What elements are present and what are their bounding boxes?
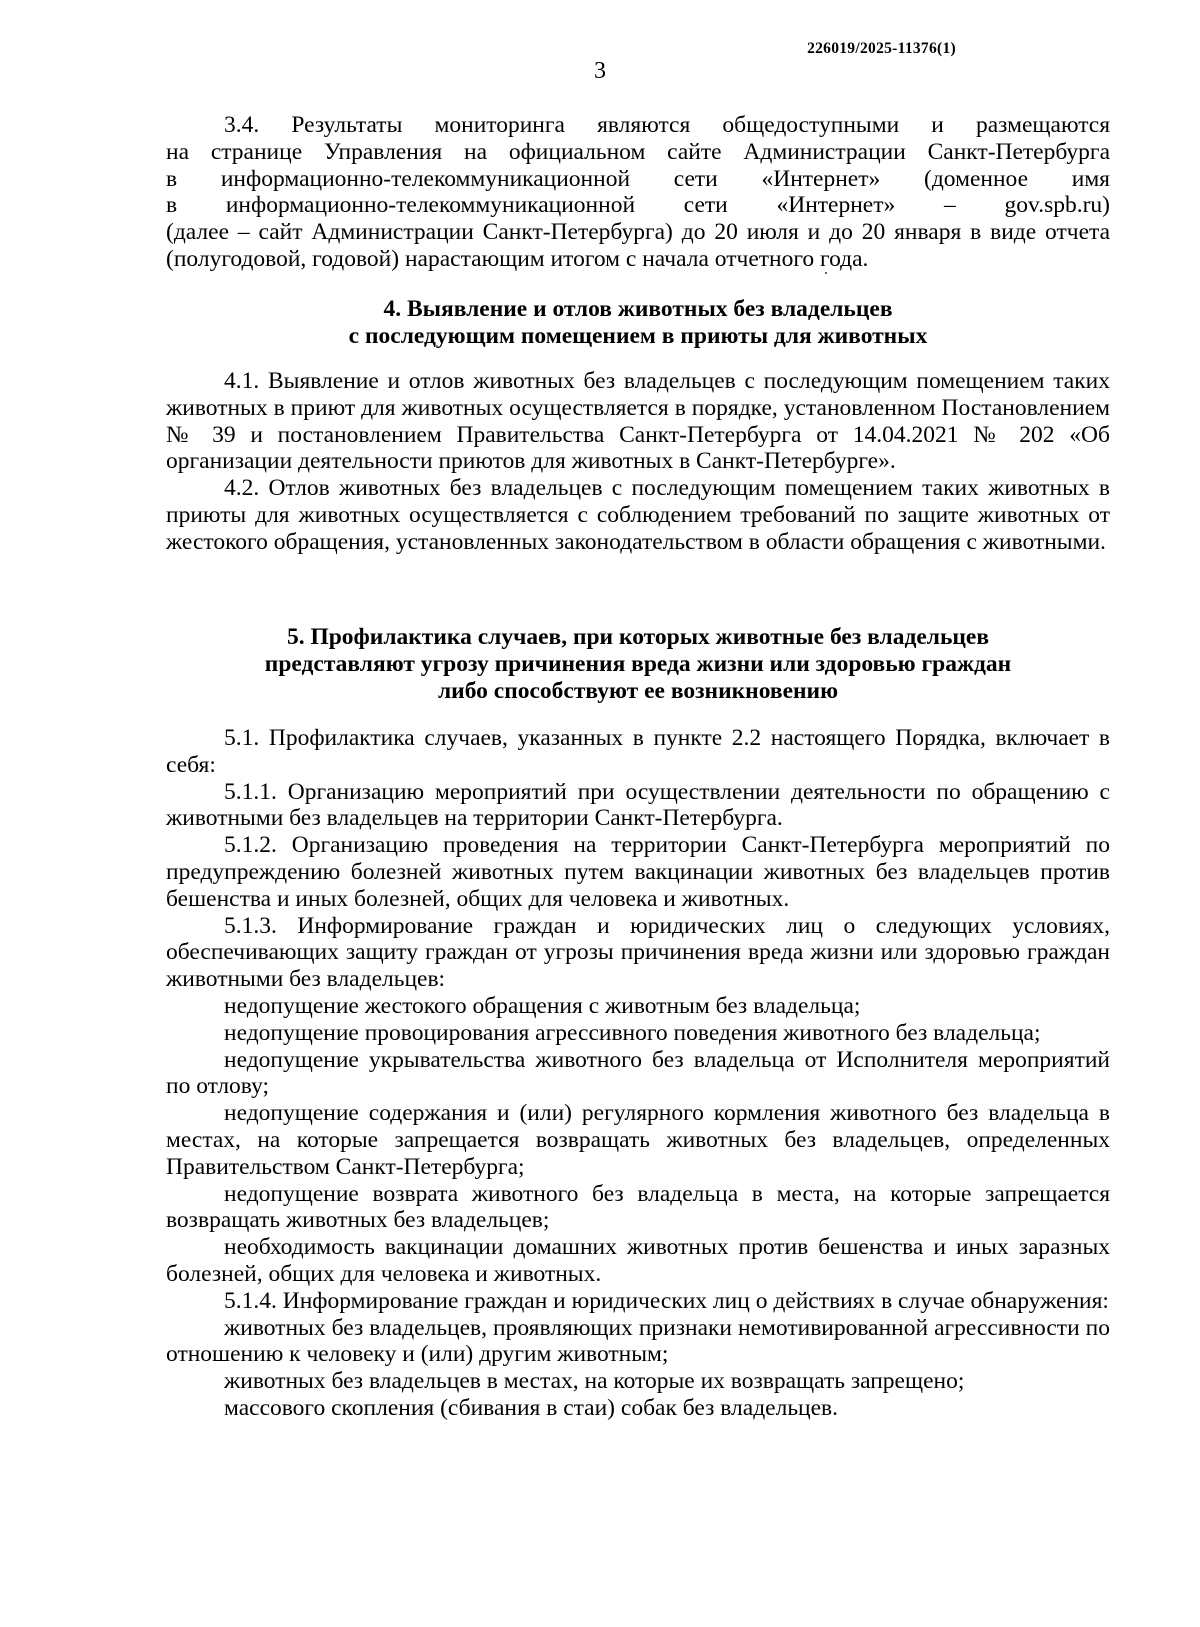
- paragraph-5-1-4: 5.1.4. Информирование граждан и юридических лиц о действиях в случае обнаружения:: [224, 1287, 1109, 1314]
- page-number: 3: [594, 58, 606, 84]
- paragraph-3-4: [166, 112, 1110, 273]
- paragraph-5-1: 5.1. Профилактика случаев, указанных в пункте 2.2 настоящего Порядка, включает в себя:: [166, 725, 1110, 778]
- list-item: животных без владельцев, проявляющих признаки немотивированной агрессивности по отношению к человеку и (или) другим животным;: [166, 1314, 1110, 1368]
- paragraph-4-2: 4.2. Отлов животных без владельцев с последующим помещением таких животных в приюты для животных осуществляется с соблюдением требований по защите животных от жестокого обращения, установленных законодательством в области обращения с животными.: [166, 475, 1110, 555]
- paragraph-line: на странице Управления на официальном сайте Администрации Санкт-Петербурга: [166, 138, 1110, 165]
- document-registration-number: 226019/2025-11376(1): [807, 40, 956, 57]
- list-item: недопущение возврата животного без владельца в места, на которые запрещается возвращать животных без владельцев;: [166, 1180, 1110, 1234]
- list-item: массового скопления (сбивания в стаи) собак без владельцев.: [224, 1394, 839, 1421]
- paragraph-line: (далее – сайт Администрации Санкт-Петербурга) до 20 июля и до 20 января в виде отчета: [166, 219, 1110, 246]
- paragraph-line: (полугодовой, годовой) нарастающим итогом с начала отчетного года.: [166, 245, 869, 272]
- section-5-body: [166, 725, 1110, 1422]
- section-5-heading: [166, 624, 1110, 704]
- list-item: недопущение содержания и (или) регулярного кормления животного без владельца в местах, на которые запрещается возвращать животных без владельцев, определенных Правительством Санкт-Петербурга;: [166, 1100, 1110, 1180]
- paragraph-5-1-2: 5.1.2. Организацию проведения на территории Санкт-Петербурга мероприятий по предупреждению болезней животных путем вакцинации животных без владельцев против бешенства и иных болезней, общих для человека и животных.: [166, 832, 1110, 912]
- paragraph-line: 3.4. Результаты мониторинга являются общедоступными и размещаются: [224, 112, 1110, 138]
- section-4-heading: [166, 296, 1110, 350]
- list-item: необходимость вакцинации домашних животных против бешенства и иных заразных болезней, общих для человека и животных.: [166, 1234, 1110, 1287]
- section-heading-line: представляют угрозу причинения вреда жизни или здоровью граждан: [264, 650, 1012, 677]
- list-item: недопущение укрывательства животного без владельца от Исполнителя мероприятий по отлову;: [166, 1046, 1110, 1100]
- section-heading-line: либо способствуют ее возникновению: [437, 677, 839, 704]
- paragraph-line: в информационно-телекоммуникационной сети «Интернет» (доменное имя: [166, 165, 1110, 192]
- paragraph-line: в информационно-телекоммуникационной сети «Интернет» – gov.spb.ru): [166, 192, 1110, 219]
- paragraph-5-1-1: 5.1.1. Организацию мероприятий при осуществлении деятельности по обращению с животными без владельцев на территории Санкт-Петербурга.: [166, 778, 1110, 832]
- paragraph-5-1-3: 5.1.3. Информирование граждан и юридических лиц о следующих условиях, обеспечивающих защиту граждан от угрозы причинения вреда жизни или здоровью граждан животными без владельцев:: [166, 912, 1110, 993]
- list-item: животных без владельцев в местах, на которые их возвращать запрещено;: [224, 1368, 965, 1395]
- section-heading-line: с последующим помещением в приюты для животных: [348, 322, 928, 349]
- list-item: недопущение жестокого обращения с животным без владельца;: [224, 992, 861, 1019]
- paragraph-4-1: 4.1. Выявление и отлов животных без владельцев с последующим помещением таких животных в приют для животных осуществляется в порядке, установленном Постановлением № 39 и постановлением Правительства Санкт-Петербурга от 14.04.2021 № 202 «Об организации деятельности приютов для животных в Санкт-Петербурге».: [166, 368, 1110, 475]
- section-heading-line: 5. Профилактика случаев, при которых животные без владельцев: [286, 624, 990, 650]
- section-heading-line: 4. Выявление и отлов животных без владельцев: [383, 296, 893, 322]
- scan-speck: [825, 272, 827, 274]
- section-4-body: [166, 368, 1110, 556]
- list-item: недопущение провоцирования агрессивного поведения животного без владельца;: [224, 1019, 1041, 1046]
